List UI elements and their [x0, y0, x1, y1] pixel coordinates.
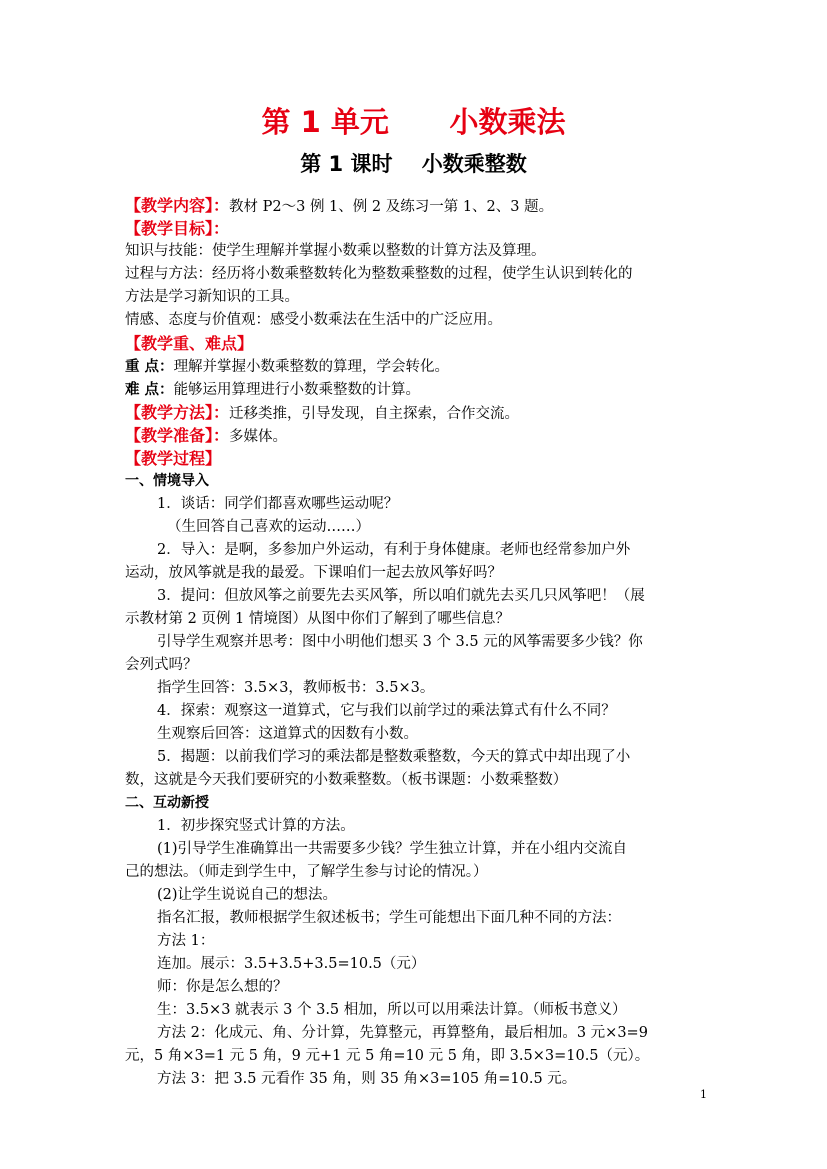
prep-heading: 【教学准备】：: [125, 426, 230, 445]
paragraph-line: 3．提问：但放风筝之前要先去买风筝，所以咱们就先去买几只风筝吧！（展: [157, 588, 645, 604]
method-heading: 【教学方法】：: [125, 403, 230, 422]
goals-line: 方法是学习新知识的工具。: [125, 289, 299, 305]
content-heading: 【教学内容】：: [125, 196, 230, 215]
paragraph-line: 连加。展示：3.5+3.5+3.5=10.5（元）: [157, 956, 426, 972]
content-line: [125, 194, 703, 217]
key-label: 重 点：: [125, 358, 174, 375]
difficult-text: 能够运用算理进行小数乘整数的计算。: [173, 382, 421, 398]
paragraph-line: （生回答自己喜欢的运动……）: [167, 519, 370, 535]
method-text: 迁移类推，引导发现，自主探索，合作交流。: [229, 406, 520, 422]
paragraph-line: 指名汇报，教师根据学生叙述板书；学生可能想出下面几种不同的方法：: [157, 910, 621, 926]
key-point-line: [125, 355, 703, 378]
key-points-heading: 【教学重、难点】: [125, 334, 254, 353]
goals-line: 知识与技能：使学生理解并掌握小数乘以整数的计算方法及算理。: [125, 243, 546, 259]
content-text: 教材 P2～3 例 1、例 2 及练习一第 1、2、3 题。: [229, 199, 554, 215]
paragraph-line: 生观察后回答：这道算式的因数有小数。: [157, 726, 418, 742]
page-number: 1: [700, 1088, 707, 1101]
lesson-title: 第 1 课时 小数乘整数: [300, 152, 527, 176]
paragraph-line: 元，5 角×3=1 元 5 角，9 元+1 元 5 角=10 元 5 角，即 3.5×3=10.5（元）。: [125, 1048, 650, 1064]
section-heading: 二、互动新授: [125, 795, 209, 811]
paragraph-line: 生：3.5×3 就表示 3 个 3.5 相加，所以可以用乘法计算。（师板书意义）: [157, 1002, 627, 1018]
paragraph-line: (2)让学生说说自己的想法。: [157, 887, 338, 903]
section-heading: 一、情境导入: [125, 473, 209, 489]
key-points-heading-line: [125, 332, 703, 355]
paragraph-line: 方法 2：化成元、角、分计算，先算整元，再算整角，最后相加。3 元×3=9: [157, 1025, 648, 1041]
prep-text: 多媒体。: [229, 429, 288, 445]
key-text: 理解并掌握小数乘整数的算理，学会转化。: [173, 359, 450, 375]
process-heading-line: [125, 447, 703, 470]
paragraph-line: 指学生回答：3.5×3，教师板书：3.5×3。: [157, 680, 435, 696]
paragraph-line: 数，这就是今天我们要研究的小数乘整数。（板书课题：小数乘整数）: [125, 772, 568, 788]
paragraph-line: 2．导入：是啊，多参加户外运动，有利于身体健康。老师也经常参加户外: [157, 542, 631, 558]
paragraph-line: 引导学生观察并思考：图中小明他们想买 3 个 3.5 元的风筝需要多少钱？你: [157, 634, 643, 650]
goals-line: 过程与方法：经历将小数乘整数转化为整数乘整数的过程，使学生认识到转化的: [125, 266, 633, 282]
paragraph-line: 示教材第 2 页例 1 情境图）从图中你们了解到了哪些信息？: [125, 611, 510, 627]
difficult-label: 难 点：: [125, 381, 174, 398]
goals-line: 情感、态度与价值观：感受小数乘法在生活中的广泛应用。: [125, 312, 502, 328]
paragraph-line: 1．初步探究竖式计算的方法。: [157, 818, 355, 834]
paragraph-line: 运动，放风筝就是我的最爱。下课咱们一起去放风筝好吗？: [125, 565, 502, 581]
goals-heading: 【教学目标】：: [125, 219, 230, 238]
paragraph-line: 己的想法。（师走到学生中，了解学生参与讨论的情况。）: [125, 864, 488, 880]
paragraph-line: 4．探索：观察这一道算式，它与我们以前学过的乘法算式有什么不同？: [157, 703, 616, 719]
paragraph-line: (1)引导学生准确算出一共需要多少钱？学生独立计算，并在小组内交流自: [157, 841, 628, 857]
difficult-point-line: [125, 378, 703, 401]
paragraph-line: 师：你是怎么想的？: [157, 979, 288, 995]
paragraph-line: 5．揭题：以前我们学习的乘法都是整数乘整数，今天的算式中却出现了小: [157, 749, 631, 765]
paragraph-line: 方法 1：: [157, 933, 215, 949]
paragraph-line: 方法 3：把 3.5 元看作 35 角，则 35 角×3=105 角=10.5 元。: [157, 1071, 577, 1087]
paragraph-line: 1．谈话：同学们都喜欢哪些运动呢？: [157, 496, 399, 512]
method-line: [125, 401, 703, 424]
paragraph-line: 会列式吗？: [125, 657, 198, 673]
goals-heading-line: [125, 217, 703, 240]
document-body: [125, 194, 703, 1091]
process-heading: 【教学过程】: [125, 449, 222, 468]
unit-title: 第 1 单元 小数乘法: [261, 105, 566, 139]
prep-line: [125, 424, 703, 447]
